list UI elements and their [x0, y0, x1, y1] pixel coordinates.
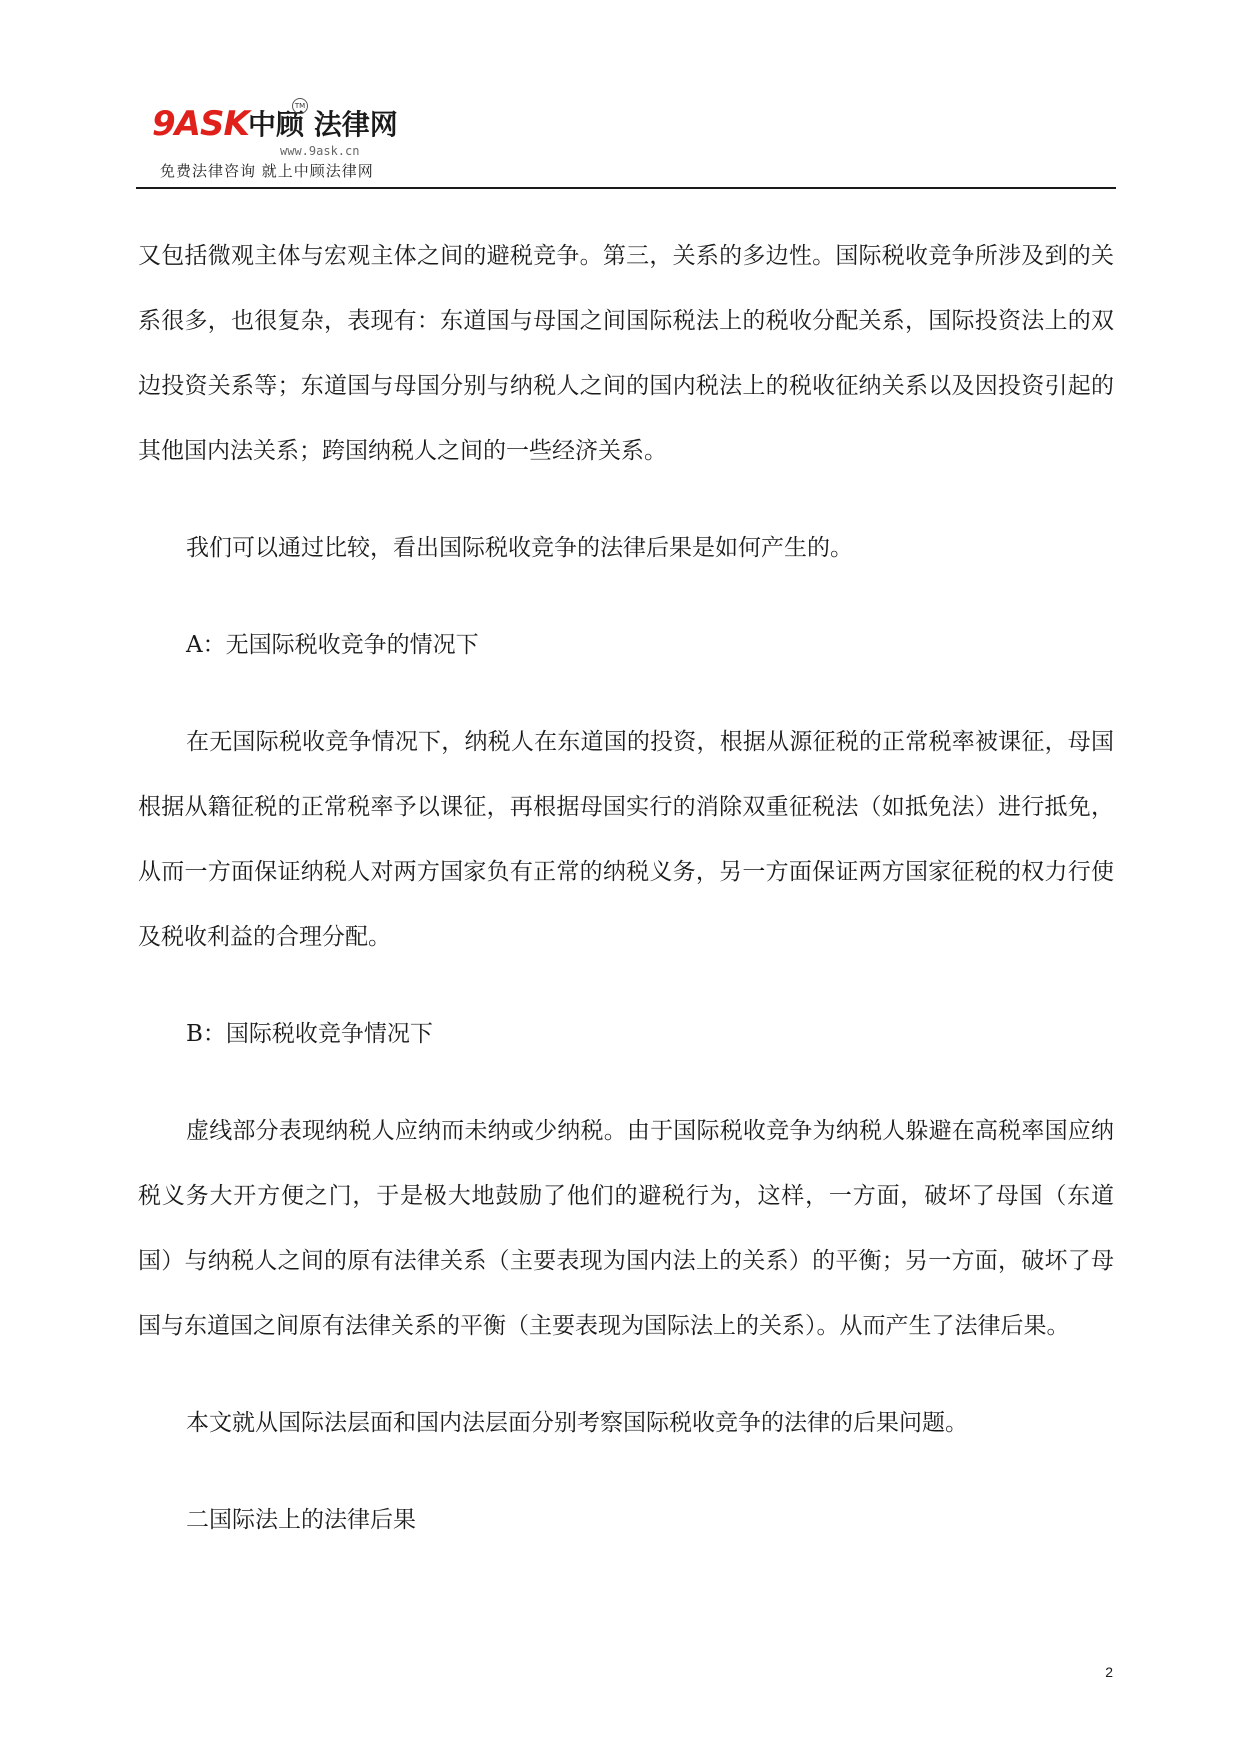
section-heading: 二国际法上的法律后果 [186, 1507, 416, 1533]
section-heading: B：国际税收竞争情况下 [186, 1021, 433, 1047]
document-body [138, 224, 1114, 1585]
page-header [136, 96, 1116, 188]
paragraph: 本文就从国际法层面和国内法层面分别考察国际税收竞争的法律的后果问题。 [186, 1410, 968, 1436]
paragraph: 虚线部分表现纳税人应纳而未纳或少纳税。由于国际税收竞争为纳税人躲避在高税率国应纳税义务大开方便之门，于是极大地鼓励了他们的避税行为，这样，一方面，破坏了母国（东道国）与纳税人之间的原有法律关系（主要表现为国内法上的关系）的平衡；另一方面，破坏了母国与东道国之间原有法律关系的平衡（主要表现为国际法上的关系）。从而产生了法律后果。 [138, 1118, 1114, 1339]
logo-chinese-name: 中顾 法律网 [248, 108, 398, 141]
page-number: 2 [1105, 1664, 1113, 1680]
site-logo [152, 104, 412, 184]
section-heading: A：无国际税收竞争的情况下 [186, 632, 479, 658]
paragraph: 又包括微观主体与宏观主体之间的避税竞争。第三，关系的多边性。国际税收竞争所涉及到的关系很多，也很复杂，表现有：东道国与母国之间国际税法上的税收分配关系，国际投资法上的双边投资关系等；东道国与母国分别与纳税人之间的国内税法上的税收征纳关系以及因投资引起的其他国内法关系；跨国纳税人之间的一些经济关系。 [138, 243, 1114, 464]
header-divider [136, 187, 1116, 189]
logo-url: www.9ask.cn [280, 144, 360, 158]
paragraph: 我们可以通过比较，看出国际税收竞争的法律后果是如何产生的。 [186, 535, 853, 561]
trademark-icon: TM [292, 98, 308, 114]
logo-slogan: 免费法律咨询 就上中顾法律网 [160, 162, 374, 180]
logo-brand: 9ASK [152, 104, 249, 144]
paragraph: 在无国际税收竞争情况下，纳税人在东道国的投资，根据从源征税的正常税率被课征，母国根据从籍征税的正常税率予以课征，再根据母国实行的消除双重征税法（如抵免法）进行抵免，从而一方面保证纳税人对两方国家负有正常的纳税义务，另一方面保证两方国家征税的权力行使及税收利益的合理分配。 [138, 729, 1114, 950]
